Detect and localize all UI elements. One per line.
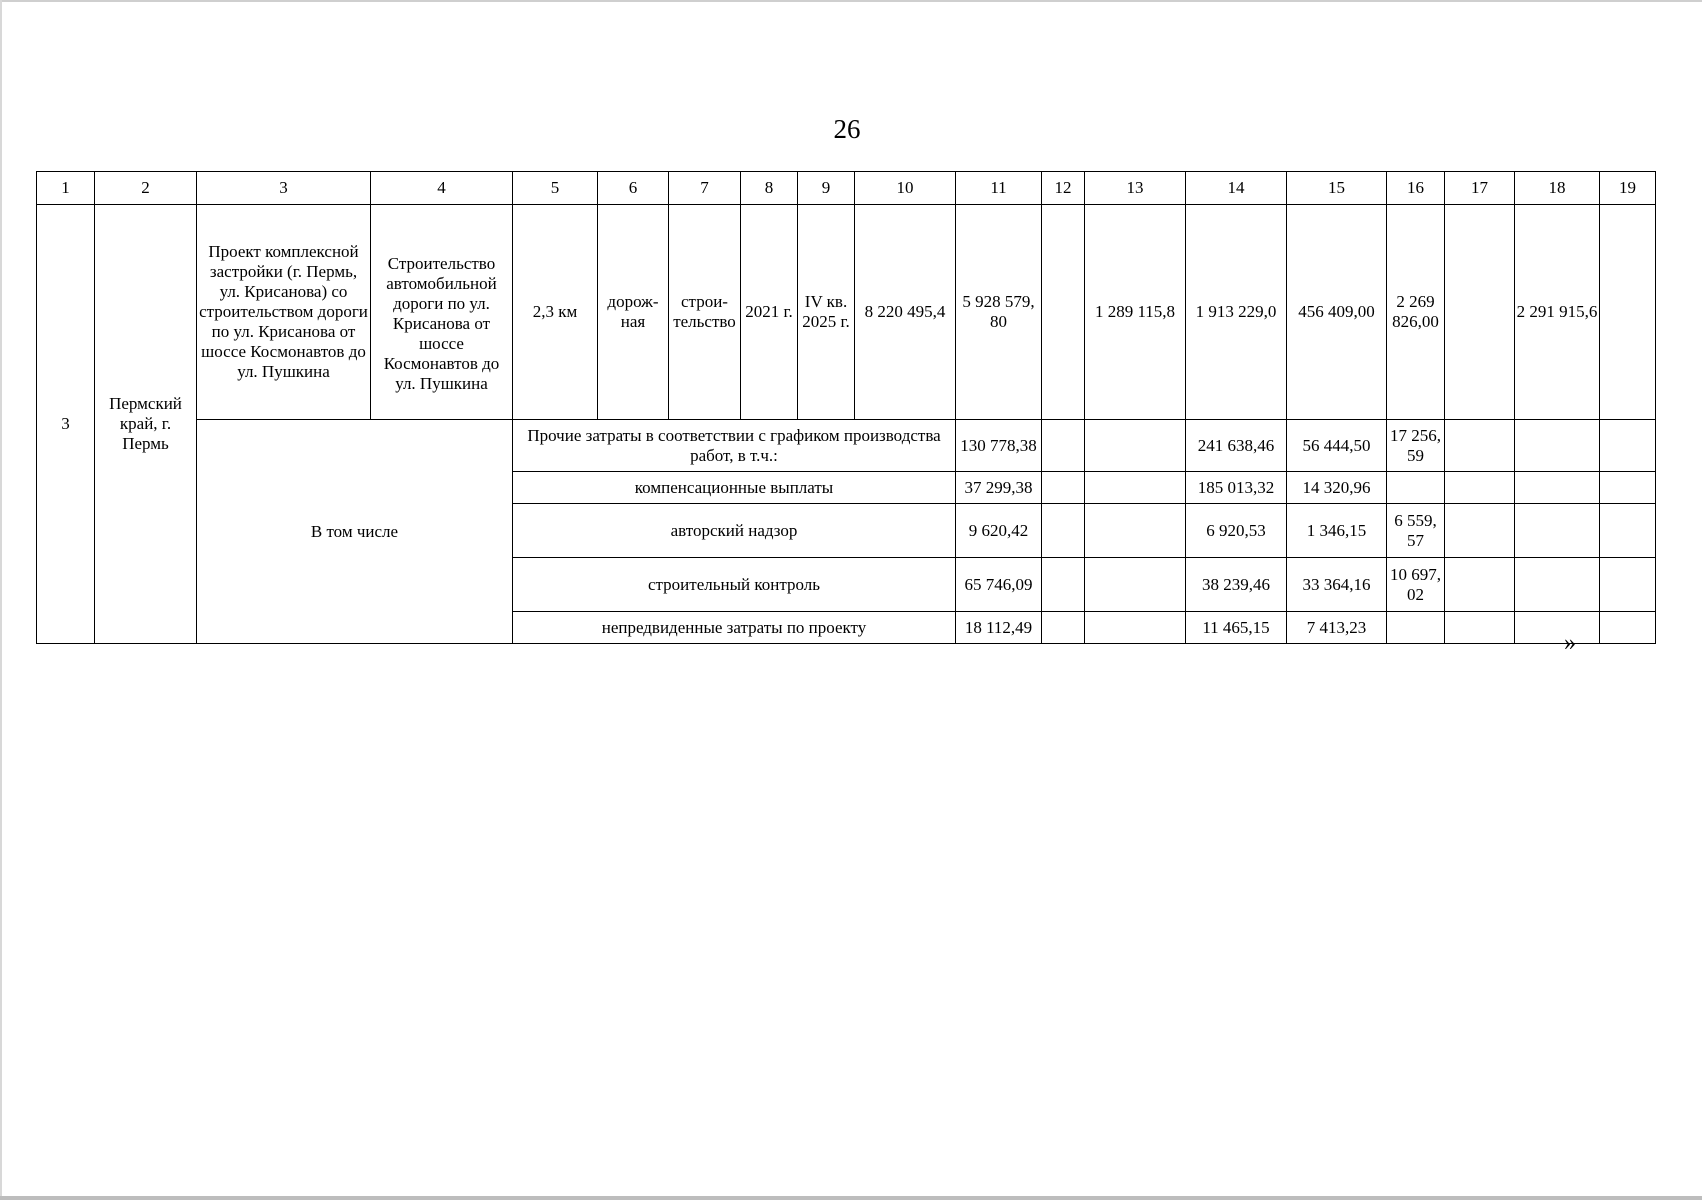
header-cell: 17: [1445, 172, 1515, 205]
cost-value-13: [1085, 558, 1186, 612]
cost-value-18: [1515, 472, 1600, 504]
header-cell: 9: [798, 172, 855, 205]
cost-value-17: [1445, 612, 1515, 644]
cost-value-19: [1600, 612, 1656, 644]
cost-value-15: 14 320,96: [1287, 472, 1387, 504]
header-cell: 8: [741, 172, 798, 205]
cost-label: непредвиденные затраты по проекту: [513, 612, 956, 644]
cost-value-17: [1445, 472, 1515, 504]
cost-value-12: [1042, 612, 1085, 644]
cost-value-19: [1600, 420, 1656, 472]
cost-value-17: [1445, 420, 1515, 472]
cost-value-11: 9 620,42: [956, 504, 1042, 558]
start-year-cell: 2021 г.: [741, 205, 798, 420]
cost-value-16: [1387, 472, 1445, 504]
value-cell-16: 2 269 826,00: [1387, 205, 1445, 420]
cost-value-14: 185 013,32: [1186, 472, 1287, 504]
cost-value-14: 6 920,53: [1186, 504, 1287, 558]
header-cell: 4: [371, 172, 513, 205]
cost-value-11: 18 112,49: [956, 612, 1042, 644]
header-cell: 18: [1515, 172, 1600, 205]
scan-edge-left: [0, 0, 2, 1200]
cost-value-18: [1515, 558, 1600, 612]
header-cell: 3: [197, 172, 371, 205]
cost-label: компенсационные выплаты: [513, 472, 956, 504]
cost-value-15: 33 364,16: [1287, 558, 1387, 612]
cost-value-17: [1445, 558, 1515, 612]
column-number-row: [37, 172, 1656, 205]
cost-value-17: [1445, 504, 1515, 558]
value-cell-14: 1 913 229,0: [1186, 205, 1287, 420]
cost-value-15: 7 413,23: [1287, 612, 1387, 644]
header-cell: 12: [1042, 172, 1085, 205]
cost-label: Прочие затраты в соответствии с графиком производства работ, в т.ч.:: [513, 420, 956, 472]
end-period-cell: IV кв. 2025 г.: [798, 205, 855, 420]
header-cell: 1: [37, 172, 95, 205]
value-cell-11: 5 928 579, 80: [956, 205, 1042, 420]
header-cell: 19: [1600, 172, 1656, 205]
cost-value-14: 38 239,46: [1186, 558, 1287, 612]
header-cell: 2: [95, 172, 197, 205]
scan-edge-bottom: [0, 1196, 1702, 1200]
cost-value-15: 56 444,50: [1287, 420, 1387, 472]
cost-value-12: [1042, 420, 1085, 472]
cost-value-13: [1085, 612, 1186, 644]
cost-value-16: 6 559, 57: [1387, 504, 1445, 558]
header-cell: 14: [1186, 172, 1287, 205]
cost-value-18: [1515, 420, 1600, 472]
cost-value-13: [1085, 504, 1186, 558]
cost-value-18: [1515, 612, 1600, 644]
cost-value-13: [1085, 472, 1186, 504]
cost-value-12: [1042, 504, 1085, 558]
value-cell-19: [1600, 205, 1656, 420]
header-cell: 10: [855, 172, 956, 205]
project-row: [37, 205, 1656, 420]
header-cell: 7: [669, 172, 741, 205]
including-label: В том числе: [197, 420, 513, 644]
cost-value-16: [1387, 612, 1445, 644]
cost-value-11: 130 778,38: [956, 420, 1042, 472]
cost-value-16: 10 697, 02: [1387, 558, 1445, 612]
cost-value-19: [1600, 558, 1656, 612]
value-cell-10: 8 220 495,4: [855, 205, 956, 420]
header-cell: 16: [1387, 172, 1445, 205]
cost-value-12: [1042, 558, 1085, 612]
cost-value-19: [1600, 472, 1656, 504]
capacity-cell: 2,3 км: [513, 205, 598, 420]
scan-edge-top: [0, 0, 1702, 2]
region-cell: Пермский край, г. Пермь: [95, 205, 197, 644]
cost-value-15: 1 346,15: [1287, 504, 1387, 558]
object-name-cell: Строительство автомобильной дороги по ул. Крисанова от шоссе Космонавтов до ул. Пушкина: [371, 205, 513, 420]
cost-value-16: 17 256, 59: [1387, 420, 1445, 472]
header-cell: 13: [1085, 172, 1186, 205]
cost-value-13: [1085, 420, 1186, 472]
row-number: 3: [37, 205, 95, 644]
header-cell: 6: [598, 172, 669, 205]
closing-mark: »: [1564, 630, 1576, 656]
investment-table: [36, 171, 1656, 644]
work-type-cell: строи-тельство: [669, 205, 741, 420]
cost-label: строительный контроль: [513, 558, 956, 612]
header-cell: 15: [1287, 172, 1387, 205]
cost-value-14: 11 465,15: [1186, 612, 1287, 644]
cost-value-11: 65 746,09: [956, 558, 1042, 612]
value-cell-17: [1445, 205, 1515, 420]
value-cell-13: 1 289 115,8: [1085, 205, 1186, 420]
cost-value-19: [1600, 504, 1656, 558]
cost-value-14: 241 638,46: [1186, 420, 1287, 472]
other-costs-row: [37, 420, 1656, 472]
project-name-cell: Проект комплексной застройки (г. Пермь, ул. Крисанова) со строительством дороги по ул. Крисанова от шоссе Космонавтов до ул. Пушкина: [197, 205, 371, 420]
value-cell-12: [1042, 205, 1085, 420]
cost-value-18: [1515, 504, 1600, 558]
page-number: 26: [833, 114, 861, 144]
object-type-cell: дорож-ная: [598, 205, 669, 420]
header-cell: 11: [956, 172, 1042, 205]
header-cell: 5: [513, 172, 598, 205]
value-cell-18: 2 291 915,6: [1515, 205, 1600, 420]
cost-value-12: [1042, 472, 1085, 504]
value-cell-15: 456 409,00: [1287, 205, 1387, 420]
cost-label: авторский надзор: [513, 504, 956, 558]
cost-value-11: 37 299,38: [956, 472, 1042, 504]
